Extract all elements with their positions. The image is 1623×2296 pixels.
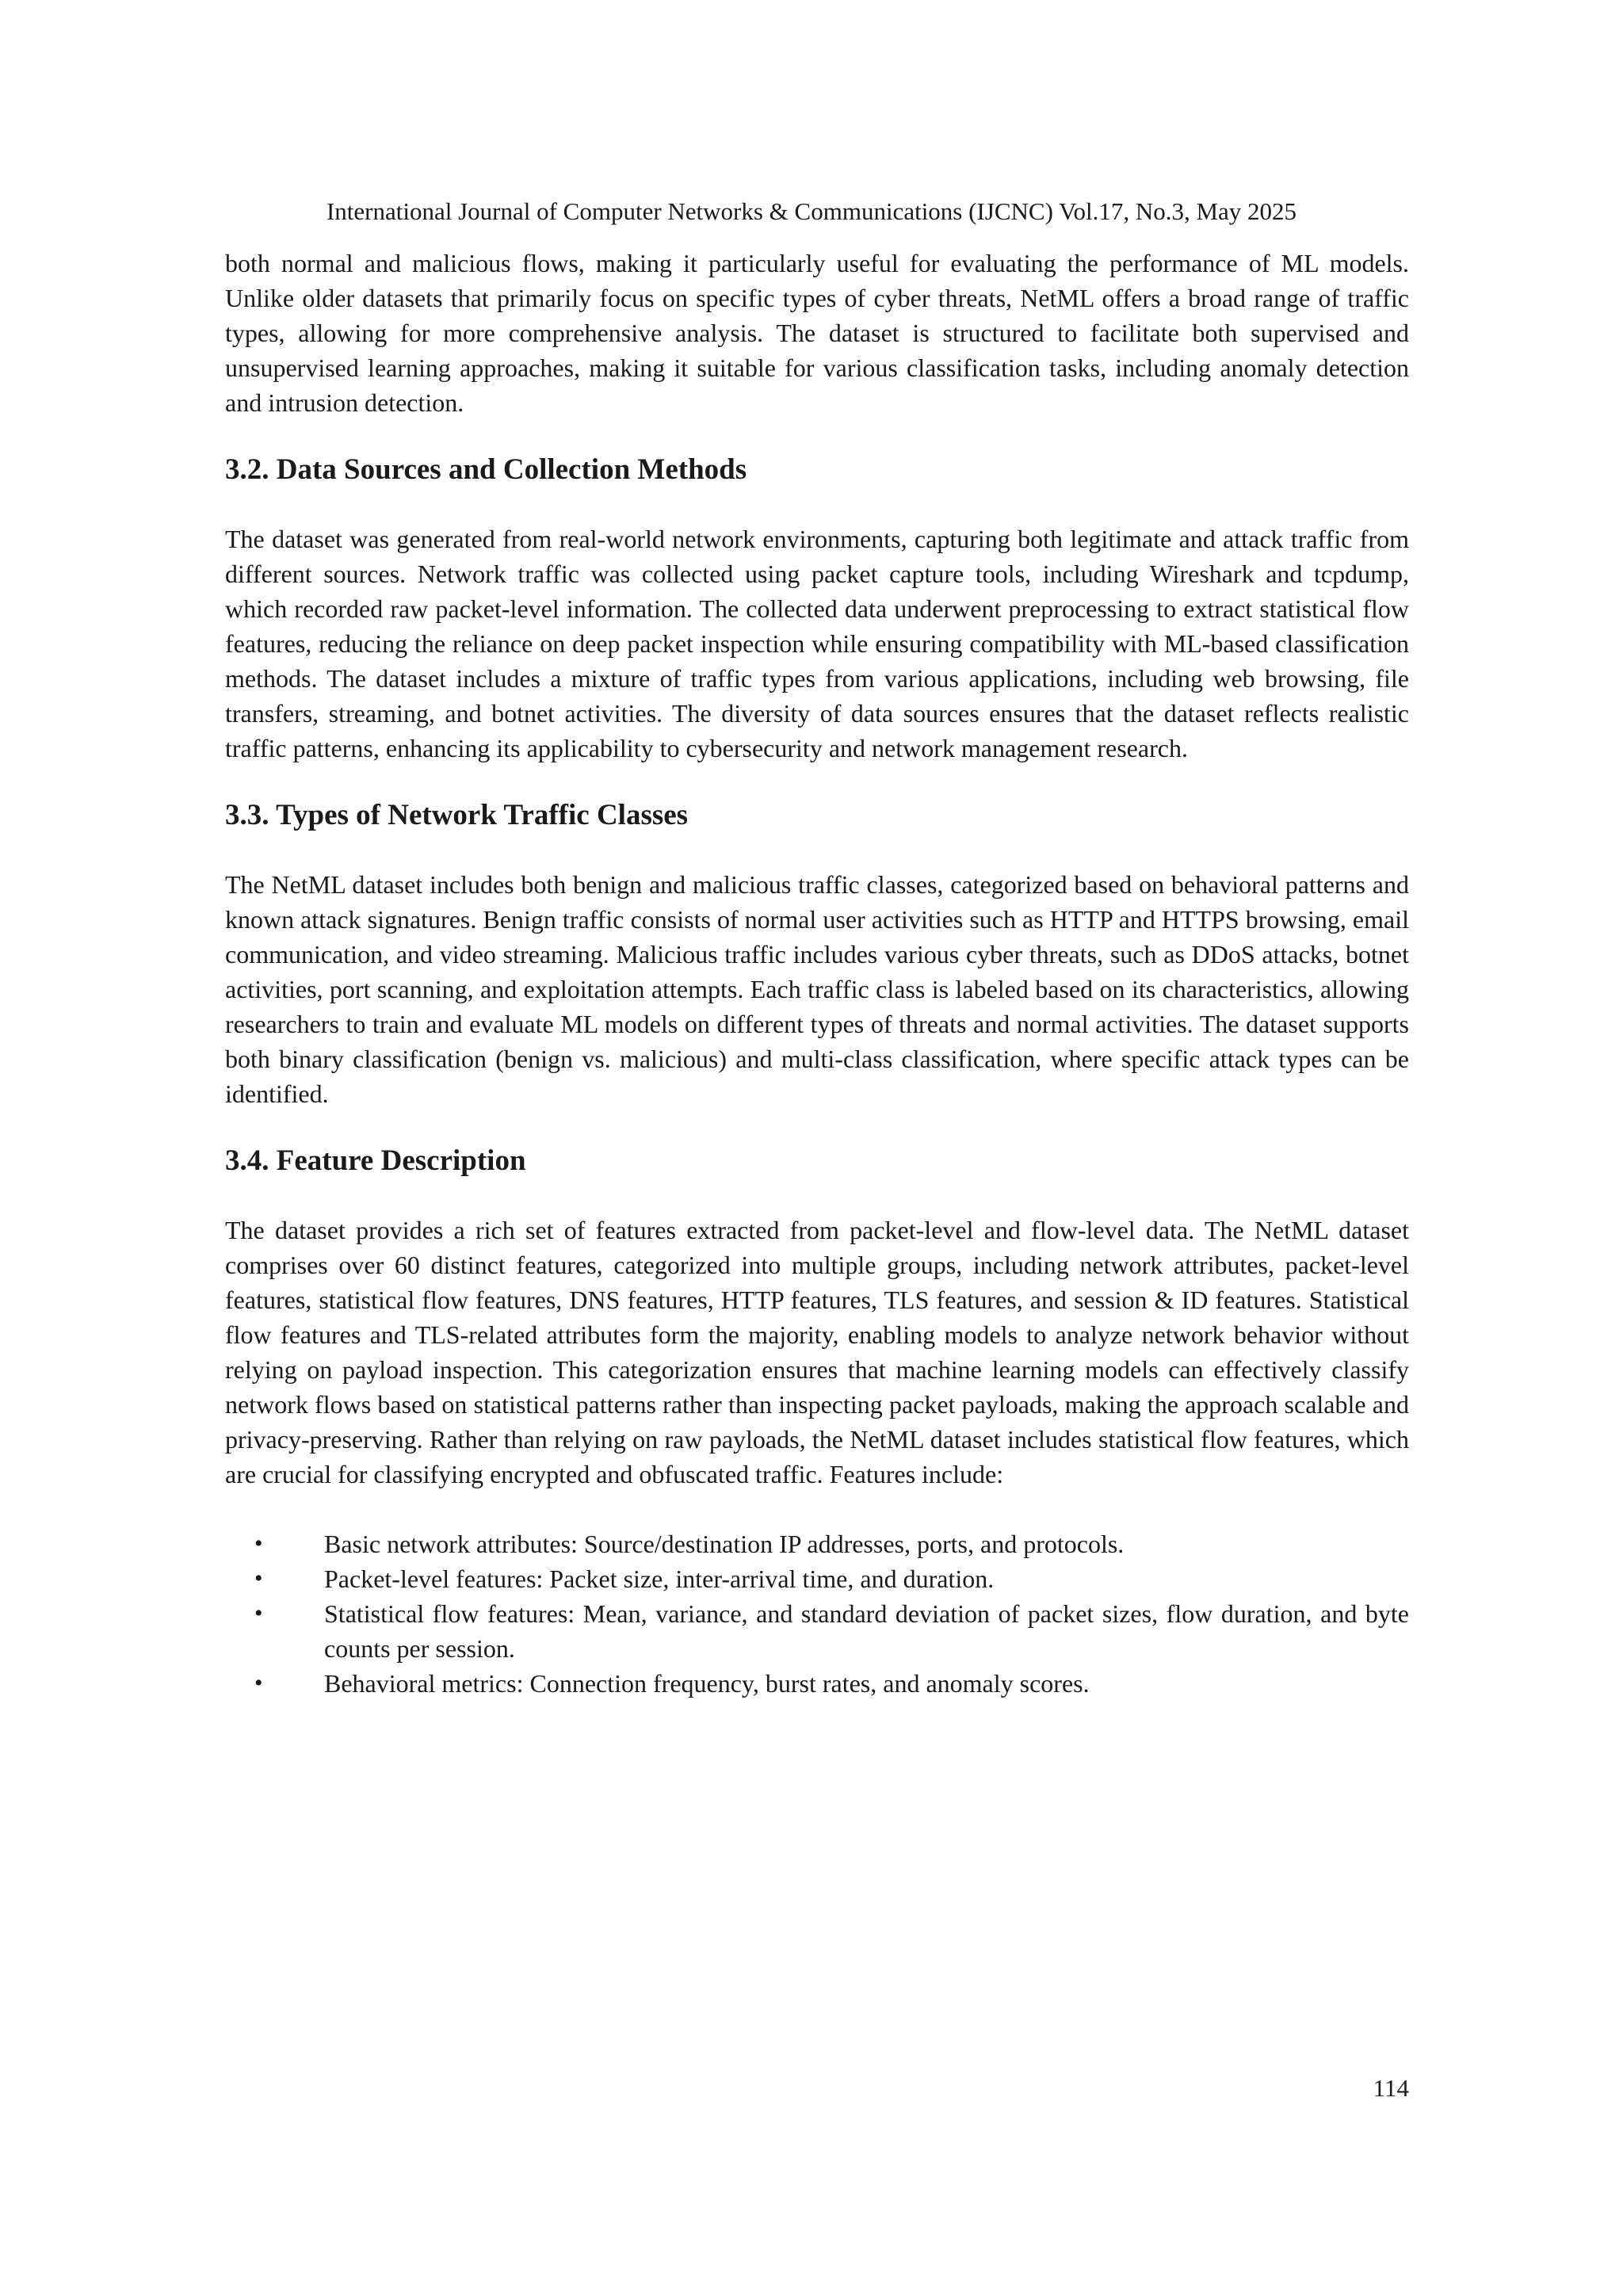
list-item-text: Basic network attributes: Source/destination IP addresses, ports, and protocols. [324,1530,1125,1558]
section-heading-data-sources: 3.2. Data Sources and Collection Methods [225,453,747,486]
section-paragraph-data-sources: The dataset was generated from real-world network environments, capturing both legitimate and attack traffic from different sources. Network traffic was collected using packet capture tools, including Wireshark and tcpdump, which recorded raw packet-level information. The collected data underwent preprocessing to extract statistical flow features, reducing the reliance on deep packet inspection while ensuring compatibility with ML-based classification methods. The dataset includes a mixture of traffic types from various applications, including web browsing, file transfers, streaming, and botnet activities. The diversity of data sources ensures that the dataset reflects realistic traffic patterns, enhancing its applicability to cybersecurity and network management research. [225,525,1409,762]
bullet-icon: • [254,1565,263,1591]
bullet-icon: • [254,1530,263,1557]
list-item [225,1561,1409,1596]
section-heading-traffic-classes: 3.3. Types of Network Traffic Classes [225,799,689,831]
list-item-text: Behavioral metrics: Connection frequency, burst rates, and anomaly scores. [324,1669,1090,1698]
bullet-icon: • [254,1600,263,1626]
bullet-icon: • [254,1670,263,1696]
page-body [225,246,1409,1701]
list-item [225,1666,1409,1701]
intro-paragraph: both normal and malicious flows, making it particularly useful for evaluating the performance of ML models. Unlike older datasets that primarily focus on specific types of cyber threats, NetML offers a broad range of traffic types, allowing for more comprehensive analysis. The dataset is structured to facilitate both supervised and unsupervised learning approaches, making it suitable for various classification tasks, including anomaly detection and intrusion detection. [225,249,1409,417]
feature-bullet-list [225,1526,1409,1701]
running-header: International Journal of Computer Networks & Communications (IJCNC) Vol.17, No.3, May 2025 [326,197,1297,225]
list-item [225,1526,1409,1561]
page-number: 114 [1373,2074,1409,2102]
section-paragraph-feature-description: The dataset provides a rich set of features extracted from packet-level and flow-level data. The NetML dataset comprises over 60 distinct features, categorized into multiple groups, including network attributes, packet-level features, statistical flow features, DNS features, HTTP features, TLS features, and session & ID features. Statistical flow features and TLS-related attributes form the majority, enabling models to analyze network behavior without relying on payload inspection. This categorization ensures that machine learning models can effectively classify network flows based on statistical patterns rather than inspecting packet payloads, making the approach scalable and privacy-preserving. Rather than relying on raw payloads, the NetML dataset includes statistical flow features, which are crucial for classifying encrypted and obfuscated traffic. Features include: [225,1216,1409,1488]
section-heading-feature-description: 3.4. Feature Description [225,1144,526,1177]
list-item-text: Packet-level features: Packet size, inter-arrival time, and duration. [324,1564,995,1593]
section-paragraph-traffic-classes: The NetML dataset includes both benign and malicious traffic classes, categorized based on behavioral patterns and known attack signatures. Benign traffic consists of normal user activities such as HTTP and HTTPS browsing, email communication, and video streaming. Malicious traffic includes various cyber threats, such as DDoS attacks, botnet activities, port scanning, and exploitation attempts. Each traffic class is labeled based on its characteristics, allowing researchers to train and evaluate ML models on different types of threats and normal activities. The dataset supports both binary classification (benign vs. malicious) and multi-class classification, where specific attack types can be identified. [225,870,1409,1108]
list-item-text: Statistical flow features: Mean, variance, and standard deviation of packet sizes, flow duration, and byte counts per session. [324,1599,1409,1663]
list-item [225,1596,1409,1666]
